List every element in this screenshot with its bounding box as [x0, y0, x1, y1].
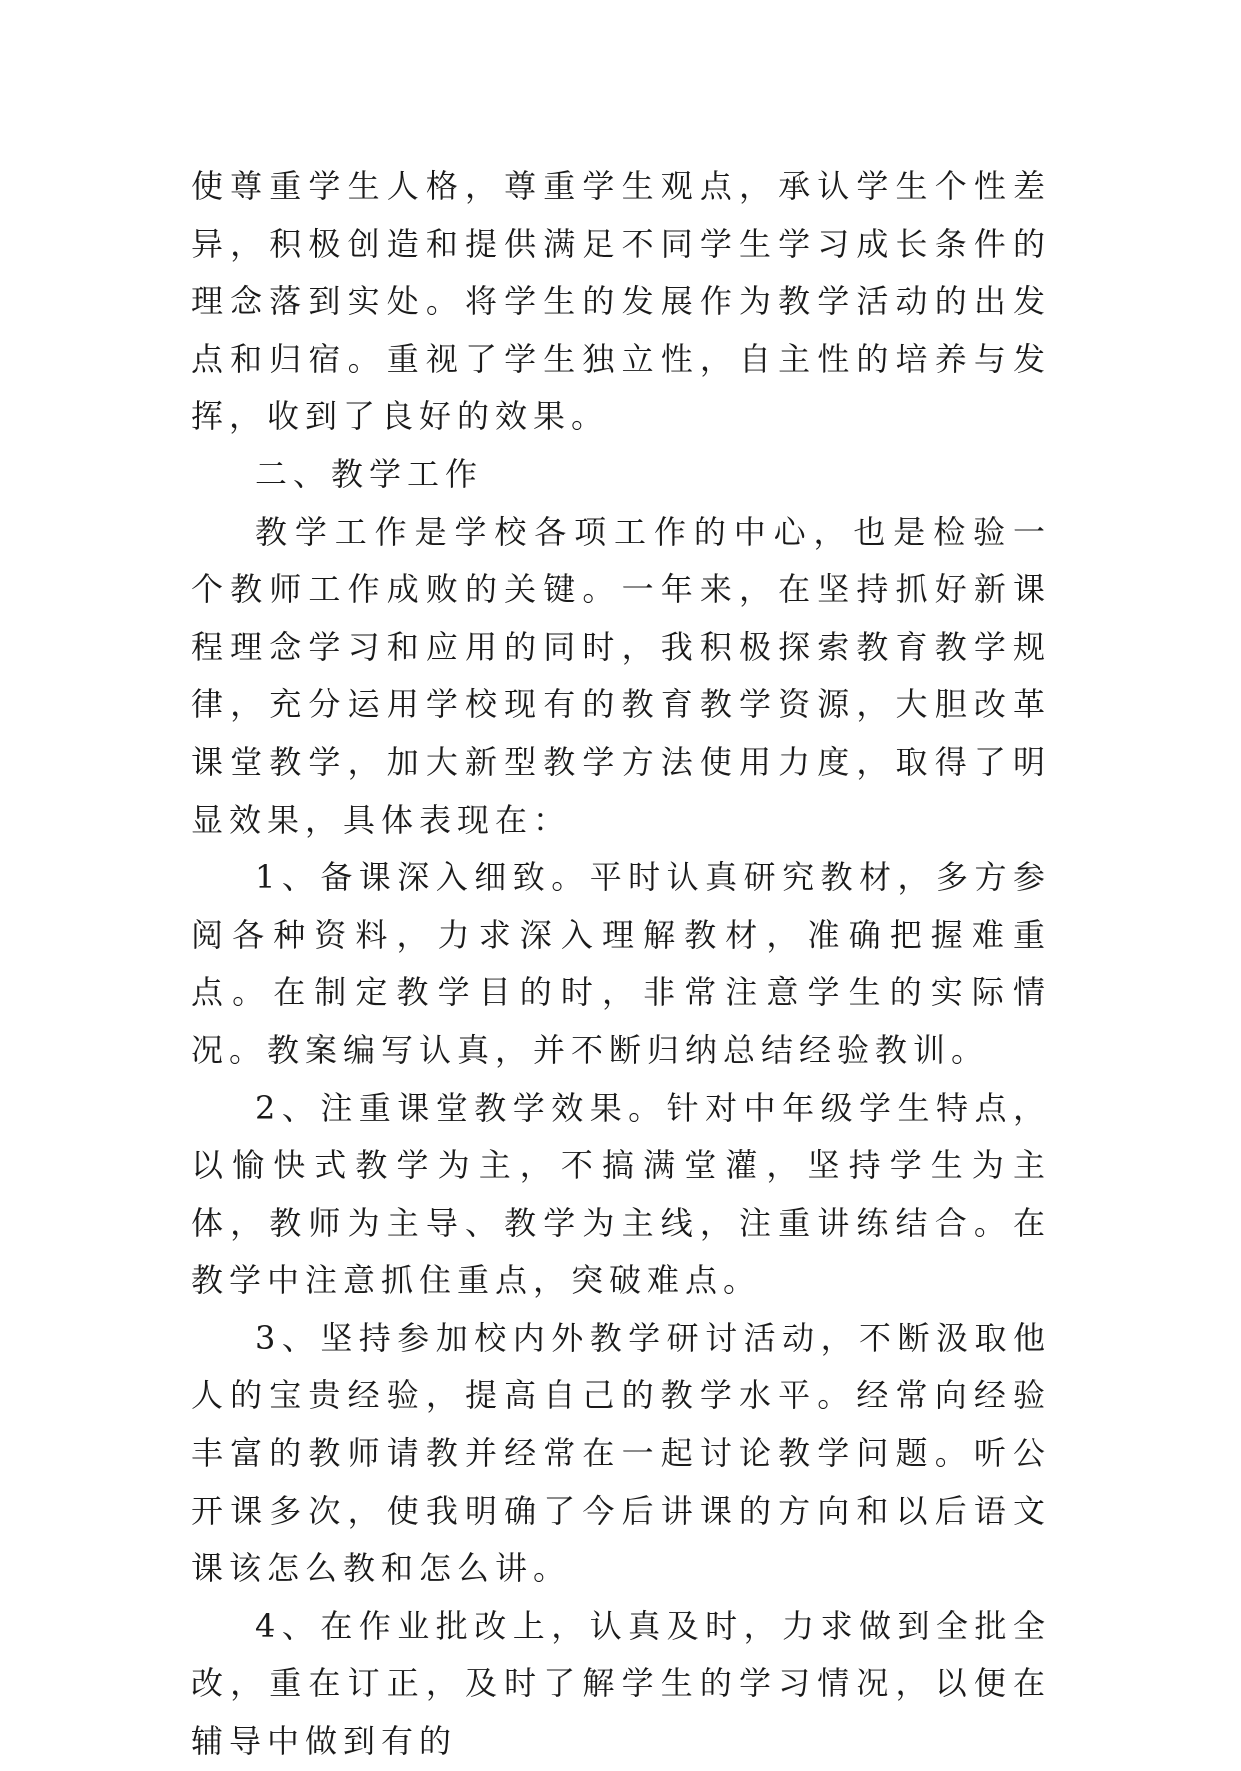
paragraph-item-2-classroom-effect: 2、注重课堂教学效果。针对中年级学生特点，以愉快式教学为主，不搞满堂灌，坚持学生为主体，教师为主导、教学为主线，注重讲练结合。在教学中注意抓住重点，突破难点。 [191, 1088, 1051, 1300]
paragraph-item-1-lesson-prep: 1、备课深入细致。平时认真研究教材，多方参阅各种资料，力求深入理解教材，准确把握难重点。在制定教学目的时，非常注意学生的实际情况。教案编写认真，并不断归纳总结经验教训。 [191, 858, 1051, 1069]
paragraph-item-3-research-activities: 3、坚持参加校内外教学研讨活动，不断汲取他人的宝贵经验，提高自己的教学水平。经常向经验丰富的教师请教并经常在一起讨论教学问题。听公开课多次，使我明确了今后讲课的方向和以后语文课该怎么教和怎么讲。 [191, 1318, 1051, 1588]
paragraph-item-4-homework-correction: 4、在作业批改上，认真及时，力求做到全批全改，重在订正，及时了解学生的学习情况，以便在辅导中做到有的 [191, 1606, 1051, 1761]
section-heading-teaching-work: 二、教学工作 [255, 454, 484, 493]
paragraph-teaching-overview: 教学工作是学校各项工作的中心，也是检验一个教师工作成败的关键。一年来，在坚持抓好新课程理念学习和应用的同时，我积极探索教育教学规律，充分运用学校现有的教育教学资源，大胆改革课堂教学，加大新型教学方法使用力度，取得了明显效果，具体表现在： [191, 512, 1051, 839]
document-body [191, 158, 1051, 1771]
paragraph-intro-continuation: 使尊重学生人格，尊重学生观点，承认学生个性差异，积极创造和提供满足不同学生学习成长条件的理念落到实处。将学生的发展作为教学活动的出发点和归宿。重视了学生独立性，自主性的培养与发挥，收到了良好的效果。 [191, 167, 1051, 436]
